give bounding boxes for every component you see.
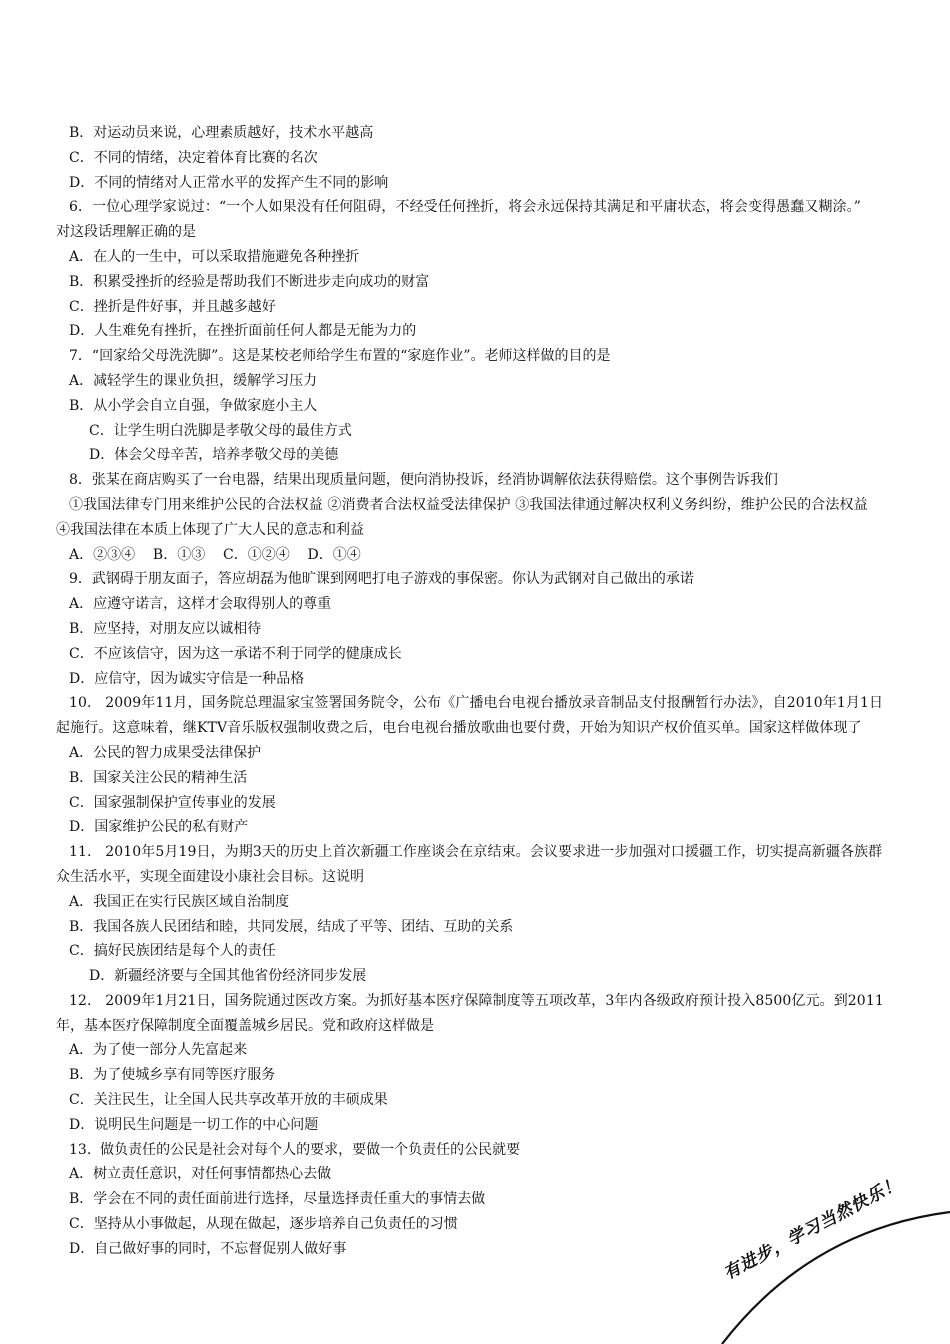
question-continuation: 众生活水平，实现全面建设小康社会目标。这说明	[56, 868, 364, 885]
option-line: B．学会在不同的责任面前进行选择，尽量选择责任重大的事情去做	[69, 1191, 486, 1208]
option-line: C．让学生明白洗脚是孝敬父母的最佳方式	[89, 422, 352, 439]
option-line: B．从小学会自立自强，争做家庭小主人	[69, 397, 318, 414]
option-line: C．坚持从小事做起，从现在做起，逐步培养自己负责任的习惯	[69, 1216, 458, 1233]
option-line: B．积累受挫折的经验是帮助我们不断进步走向成功的财富	[69, 273, 430, 290]
question-content	[56, 121, 902, 1262]
option-line: C．搞好民族团结是每个人的责任	[69, 943, 276, 960]
option-line: C．不同的情绪，决定着体育比赛的名次	[69, 149, 318, 166]
option-line: C．不应该信守，因为这一承诺不利于同学的健康成长	[69, 645, 402, 662]
option-line: A．为了使一部分人先富起来	[69, 1042, 248, 1059]
option-line: B．国家关注公民的精神生活	[69, 769, 248, 786]
option-line: B．为了使城乡享有同等医疗服务	[69, 1067, 276, 1084]
option-line: C．国家强制保护宣传事业的发展	[69, 794, 276, 811]
option-line: D．自己做好事的同时，不忘督促别人做好事	[69, 1240, 347, 1257]
question-line: 12. 2009年1月21日，国务院通过医改方案。为抓好基本医疗保障制度等五项改革，3年内各级政府预计投入8500亿元。到2011	[69, 992, 884, 1009]
option-line: D．应信守，因为诚实守信是一种品格	[69, 670, 305, 687]
option-line: A．我国正在实行民族区域自治制度	[69, 893, 290, 910]
option-line: C．关注民生，让全国人民共享改革开放的丰硕成果	[69, 1092, 388, 1109]
question-line: 9．武钢碍于朋友面子，答应胡磊为他旷课到网吧打电子游戏的事保密。你认为武钢对自己做出的承诺	[69, 571, 694, 588]
question-continuation: 对这段话理解正确的是	[56, 224, 196, 241]
footer-slogan: 有进步，学习当然快乐！	[720, 1173, 905, 1285]
option-line: A．在人的一生中，可以采取措施避免各种挫折	[69, 248, 360, 265]
option-line: D．体会父母辛苦，培养孝敬父母的美德	[89, 447, 339, 464]
option-line: D．人生难免有挫折，在挫折面前任何人都是无能为力的	[69, 323, 417, 340]
option-line: D．新疆经济要与全国其他省份经济同步发展	[89, 968, 367, 985]
option-line: A．公民的智力成果受法律保护	[69, 744, 262, 761]
answer-options-line: A．②③④ B．①③ C．①②④ D．①④	[69, 546, 361, 563]
option-line: B．对运动员来说，心理素质越好，技术水平越高	[69, 125, 374, 141]
question-line: 10. 2009年11月，国务院总理温家宝签署国务院令，公布《广播电台电视台播放录音制品支付报酬暂行办法》，自2010年1月1日	[69, 695, 884, 712]
statement-line: ①我国法律专门用来维护公民的合法权益 ②消费者合法权益受法律保护 ③我国法律通过解决权利义务纠纷，维护公民的合法权益	[69, 496, 868, 513]
question-continuation: 起施行。这意味着，继KTV音乐版权强制收费之后，电台电视台播放歌曲也要付费，开始为知识产权价值买单。国家这样做体现了	[56, 720, 862, 737]
option-line: B．应坚持，对朋友应以诚相待	[69, 620, 262, 637]
question-line: 6．一位心理学家说过：“一个人如果没有任何阻碍，不经受任何挫折，将会永远保持其满足和平庸状态，将会变得愚蠢又糊涂。”	[69, 199, 862, 216]
question-continuation: 年，基本医疗保障制度全面覆盖城乡居民。党和政府这样做是	[56, 1017, 434, 1034]
question-line: 11. 2010年5月19日，为期3天的历史上首次新疆工作座谈会在京结束。会议要求进一步加强对口援疆工作，切实提高新疆各族群	[69, 844, 883, 861]
option-line: A．树立责任意识，对任何事情都热心去做	[69, 1166, 332, 1183]
option-line: D．国家维护公民的私有财产	[69, 819, 249, 836]
option-line: A．减轻学生的课业负担，缓解学习压力	[69, 372, 318, 389]
option-line: B．我国各族人民团结和睦，共同发展，结成了平等、团结、互助的关系	[69, 918, 514, 935]
option-line: A．应遵守诺言，这样才会取得别人的尊重	[69, 596, 332, 613]
question-line: 8．张某在商店购买了一台电器，结果出现质量问题，便向消协投诉，经消协调解依法获得赔偿。这个事例告诉我们	[69, 472, 778, 489]
statement-continuation: ④我国法律在本质上体现了广大人民的意志和利益	[56, 521, 364, 538]
option-line: D．说明民生问题是一切工作的中心问题	[69, 1116, 319, 1133]
question-line: 13. 做负责任的公民是社会对每个人的要求，要做一个负责任的公民就要	[69, 1141, 521, 1158]
option-line: C．挫折是件好事，并且越多越好	[69, 298, 276, 315]
option-line: D．不同的情绪对人正常水平的发挥产生不同的影响	[69, 174, 389, 191]
question-line: 7．“回家给父母洗洗脚”。这是某校老师给学生布置的“家庭作业”。老师这样做的目的是	[69, 348, 611, 365]
